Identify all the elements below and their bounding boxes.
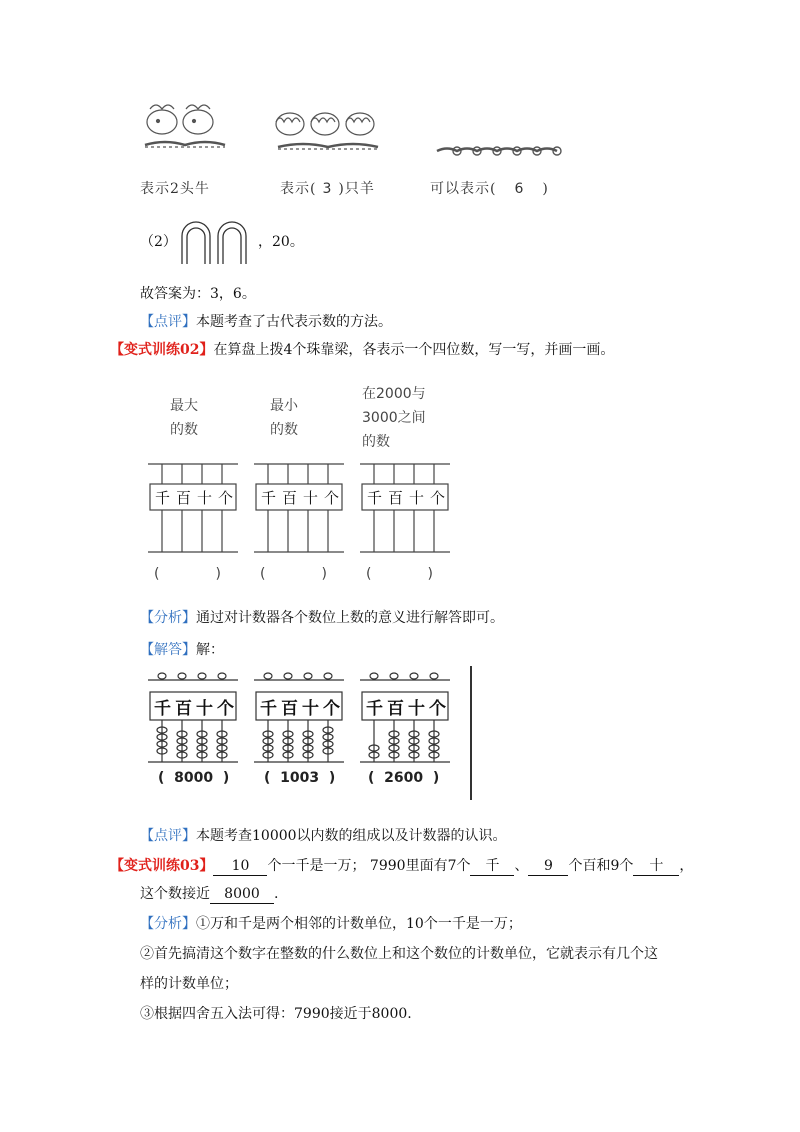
comment-1 bbox=[140, 312, 392, 332]
cattle-picture bbox=[140, 95, 230, 165]
blank-answer-1: ( ) bbox=[154, 566, 221, 582]
prompt-between-line2: 3000之间 bbox=[362, 410, 426, 426]
analysis-1-tag: 【分析】 bbox=[140, 610, 196, 626]
knots-count: 6 bbox=[514, 181, 525, 197]
sheep-caption-prefix: 表示( bbox=[280, 181, 317, 197]
place-ones: 个 bbox=[217, 489, 233, 507]
place-hundreds: 百 bbox=[175, 489, 191, 507]
blank-answer-2: ( ) bbox=[260, 566, 327, 582]
comment-2 bbox=[140, 826, 507, 846]
place-labels-1 bbox=[152, 487, 236, 508]
part2-label: （2） bbox=[140, 234, 177, 250]
sheep-caption-suffix: )只羊 bbox=[338, 181, 375, 197]
place-thousands: 千 bbox=[260, 699, 277, 719]
blank-counter-1 bbox=[148, 462, 238, 554]
place-labels-2 bbox=[258, 487, 342, 508]
place-thousands: 千 bbox=[366, 699, 383, 719]
blank-thousand: 千 bbox=[470, 858, 514, 876]
solved-counter-3 bbox=[360, 670, 450, 766]
prompt-smallest-line2: 的数 bbox=[270, 422, 298, 438]
comment-2-text: 本题考查10000以内数的组成以及计数器的认识。 bbox=[196, 828, 507, 844]
blank-approx: 8000 bbox=[210, 886, 274, 904]
exercise-03-line1 bbox=[110, 856, 693, 876]
exercise-02-heading bbox=[110, 340, 614, 360]
place-labels-3 bbox=[364, 487, 448, 508]
sheep-count: 3 bbox=[322, 181, 333, 197]
abacus-answer-1-value: 8000 bbox=[174, 770, 214, 786]
prompt-between bbox=[362, 382, 426, 454]
sheep-caption bbox=[280, 178, 375, 198]
solved-place-labels-1 bbox=[152, 694, 236, 719]
analysis-2-point2a: ②首先搞清这个数字在整数的什么数位上和这个数位的计数单位，它就表示有几个这 bbox=[140, 946, 658, 962]
prompt-largest-line2: 的数 bbox=[170, 422, 198, 438]
solution-1-text: 解： bbox=[196, 642, 224, 658]
place-thousands: 千 bbox=[154, 489, 170, 507]
place-tens: 十 bbox=[196, 489, 212, 507]
knot-rope-icon bbox=[435, 135, 575, 165]
blank-nine: 9 bbox=[528, 858, 568, 876]
exercise-02-tag: 【变式训练02】 bbox=[110, 342, 214, 358]
sheep-picture bbox=[270, 102, 390, 164]
analysis-2-point3: ③根据四舍五入法可得：7990接近于8000. bbox=[140, 1006, 412, 1022]
place-ones: 个 bbox=[323, 489, 339, 507]
abacus-answer-3-value: 2600 bbox=[384, 770, 424, 786]
analysis-2-point2b: 样的计数单位； bbox=[140, 976, 238, 992]
place-tens: 十 bbox=[408, 699, 425, 719]
exercise-03-text-4: ， bbox=[679, 858, 694, 874]
rope-loops-drawing bbox=[178, 220, 256, 264]
blank-ten-unit: 十 bbox=[633, 858, 679, 876]
solved-place-labels-2 bbox=[258, 694, 342, 719]
counter-frame-3 bbox=[360, 462, 450, 554]
place-ones: 个 bbox=[323, 699, 340, 719]
place-tens: 十 bbox=[408, 489, 424, 507]
place-tens: 十 bbox=[302, 489, 318, 507]
solution-1-tag: 【解答】 bbox=[140, 642, 196, 658]
solved-counter-1 bbox=[148, 670, 238, 766]
place-hundreds: 百 bbox=[281, 489, 297, 507]
place-thousands: 千 bbox=[366, 489, 382, 507]
prompt-between-line3: 的数 bbox=[362, 434, 390, 450]
exercise-02-text: 在算盘上拨4个珠靠梁，各表示一个四位数，写一写，并画一画。 bbox=[213, 342, 615, 358]
place-ones: 个 bbox=[217, 699, 234, 719]
counter-frame-1 bbox=[148, 462, 238, 554]
comment-1-tag: 【点评】 bbox=[140, 314, 196, 330]
blank-counter-2 bbox=[254, 462, 344, 554]
comment-1-text: 本题考查了古代表示数的方法。 bbox=[196, 314, 392, 330]
place-ones: 个 bbox=[429, 699, 446, 719]
place-thousands: 千 bbox=[260, 489, 276, 507]
analysis-1-text: 通过对计数器各个数位上数的意义进行解答即可。 bbox=[196, 610, 504, 626]
abacus-answer-3: ( 2600 ) bbox=[368, 770, 440, 786]
prompt-smallest-line1: 最小 bbox=[270, 398, 298, 414]
exercise-03-line2 bbox=[140, 884, 278, 904]
part2-suffix: ，20。 bbox=[258, 234, 304, 250]
prompt-largest-line1: 最大 bbox=[170, 398, 198, 414]
solved-counter-2 bbox=[254, 670, 344, 766]
abacus-answer-2-value: 1003 bbox=[280, 770, 320, 786]
blank-abacus-figure bbox=[140, 378, 480, 588]
answer-line: 故答案为：3，6。 bbox=[140, 286, 256, 302]
place-hundreds: 百 bbox=[281, 699, 298, 719]
exercise-03-text-6: . bbox=[274, 886, 279, 902]
solved-place-labels-3 bbox=[364, 694, 448, 719]
prompt-largest bbox=[170, 394, 198, 442]
solved-abacus-figure bbox=[140, 666, 475, 800]
blank-ten: 10 bbox=[213, 858, 267, 876]
sheep-icon bbox=[270, 102, 390, 164]
abacus-answer-2: ( 1003 ) bbox=[264, 770, 336, 786]
exercise-03-text-5: 这个数接近 bbox=[140, 886, 210, 902]
knots-caption-prefix: 可以表示( bbox=[430, 181, 497, 197]
solution-1 bbox=[140, 640, 224, 660]
place-ones: 个 bbox=[429, 489, 445, 507]
analysis-2-tag: 【分析】 bbox=[140, 916, 196, 932]
knots-caption-suffix: ) bbox=[542, 181, 549, 197]
comment-2-tag: 【点评】 bbox=[140, 828, 196, 844]
place-hundreds: 百 bbox=[387, 699, 404, 719]
place-tens: 十 bbox=[302, 699, 319, 719]
analysis-1 bbox=[140, 608, 504, 628]
analysis-2-point1: ①万和千是两个相邻的计数单位，10个一千是一万； bbox=[196, 916, 522, 932]
exercise-03-tag: 【变式训练03】 bbox=[110, 858, 214, 874]
exercise-03-text-1: 个一千是一万； 7990里面有7个 bbox=[267, 858, 471, 874]
cattle-caption: 表示2头牛 bbox=[140, 181, 210, 197]
exercise-03-text-3: 个百和9个 bbox=[568, 858, 634, 874]
cow-icon bbox=[140, 95, 230, 165]
place-tens: 十 bbox=[196, 699, 213, 719]
place-hundreds: 百 bbox=[387, 489, 403, 507]
prompt-smallest bbox=[270, 394, 298, 442]
knots-caption bbox=[430, 178, 549, 198]
exercise-03-text-2: 、 bbox=[514, 858, 529, 874]
counter-frame-2 bbox=[254, 462, 344, 554]
abacus-answer-1: ( 8000 ) bbox=[158, 770, 230, 786]
place-thousands: 千 bbox=[154, 699, 171, 719]
blank-counter-3 bbox=[360, 462, 450, 554]
prompt-between-line1: 在2000与 bbox=[362, 386, 426, 402]
knots-picture bbox=[435, 135, 575, 165]
double-loop-icon bbox=[178, 220, 256, 264]
figure-divider bbox=[470, 666, 472, 800]
blank-answer-3: ( ) bbox=[366, 566, 433, 582]
place-hundreds: 百 bbox=[175, 699, 192, 719]
analysis-2-p1 bbox=[140, 914, 522, 934]
